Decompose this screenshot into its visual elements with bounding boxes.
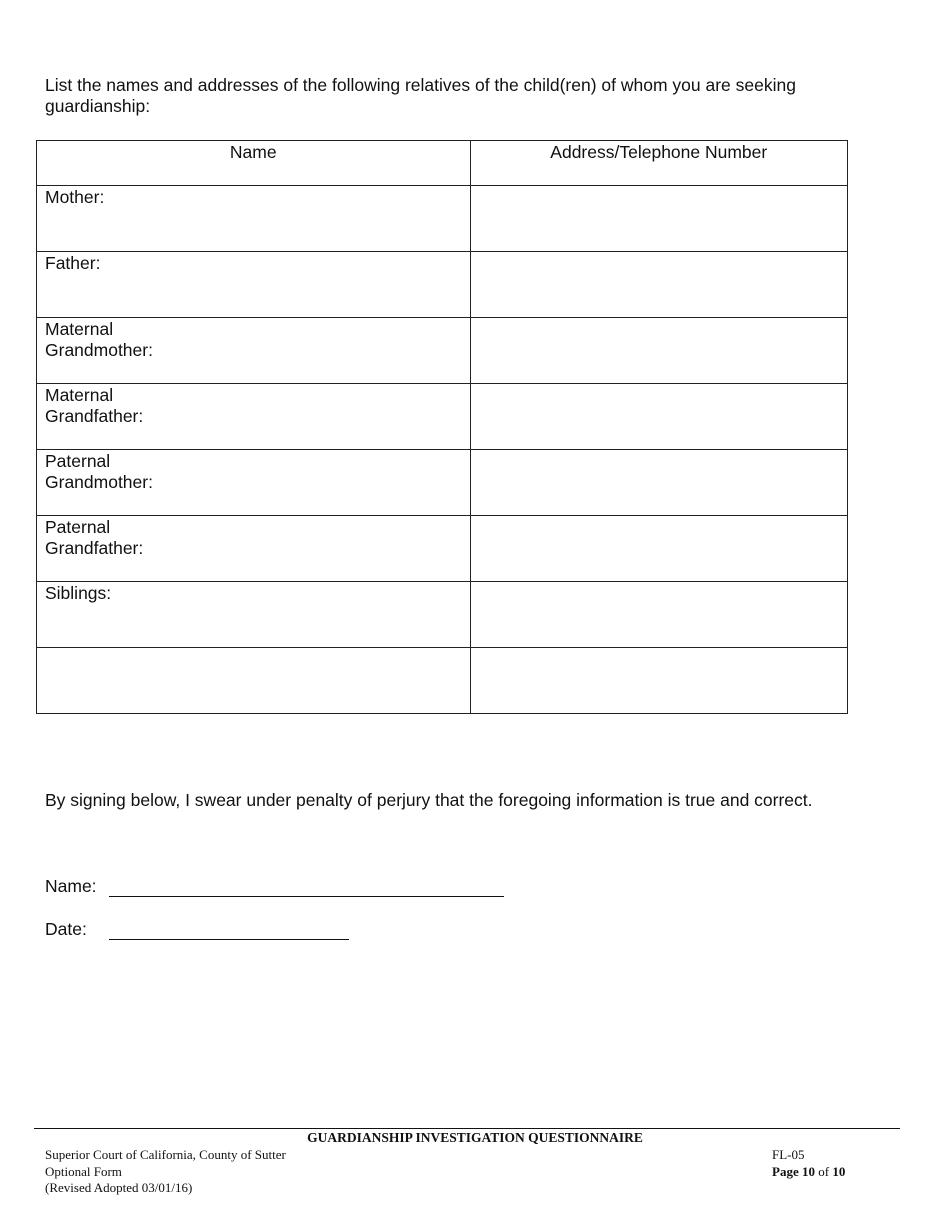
- address-cell-siblings[interactable]: [470, 582, 847, 648]
- name-label: Name:: [45, 876, 97, 896]
- address-column-header: Address/Telephone Number: [470, 141, 847, 186]
- relative-label-mother[interactable]: Mother:: [37, 186, 471, 252]
- page-current: 10: [801, 1163, 815, 1179]
- table-row: [37, 648, 848, 714]
- footer-left: [45, 1147, 286, 1197]
- page-of: of: [818, 1163, 830, 1179]
- page-indicator: [772, 1164, 845, 1181]
- table-row: [37, 450, 848, 516]
- address-cell-paternal-grandmother[interactable]: [470, 450, 847, 516]
- footer-right: [772, 1147, 845, 1180]
- relative-label-paternal-grandmother[interactable]: Paternal Grandmother:: [37, 450, 471, 516]
- name-column-header: Name: [37, 141, 471, 186]
- name-signature-row: [45, 876, 504, 897]
- table-row: [37, 384, 848, 450]
- form-number: FL-05: [772, 1147, 805, 1162]
- page-word: Page: [772, 1163, 799, 1179]
- table-row: [37, 318, 848, 384]
- form-title: GUARDIANSHIP INVESTIGATION QUESTIONNAIRE: [307, 1130, 643, 1145]
- table-row: [37, 516, 848, 582]
- address-cell-maternal-grandfather[interactable]: [470, 384, 847, 450]
- form-type: Optional Form: [45, 1163, 122, 1179]
- name-signature-line[interactable]: [109, 878, 504, 897]
- date-label: Date:: [45, 919, 87, 939]
- table-row: [37, 252, 848, 318]
- relative-label-extra[interactable]: [37, 648, 471, 714]
- perjury-declaration: By signing below, I swear under penalty of perjury that the foregoing information is true and correct.: [45, 790, 813, 810]
- table-header-row: [37, 141, 848, 186]
- intro-text: List the names and addresses of the following relatives of the child(ren) of whom you are seeking guardianship:: [45, 75, 796, 116]
- revision-date: (Revised Adopted 03/01/16): [45, 1180, 193, 1195]
- relative-label-maternal-grandfather[interactable]: Maternal Grandfather:: [37, 384, 471, 450]
- page-total: 10: [832, 1163, 846, 1179]
- relative-label-father[interactable]: Father:: [37, 252, 471, 318]
- relatives-table: [36, 140, 848, 714]
- address-cell-paternal-grandfather[interactable]: [470, 516, 847, 582]
- relative-label-siblings[interactable]: Siblings:: [37, 582, 471, 648]
- date-signature-line[interactable]: [109, 921, 349, 940]
- address-cell-mother[interactable]: [470, 186, 847, 252]
- relative-label-paternal-grandfather[interactable]: Paternal Grandfather:: [37, 516, 471, 582]
- table-row: [37, 186, 848, 252]
- address-cell-extra[interactable]: [470, 648, 847, 714]
- relative-label-maternal-grandmother[interactable]: Maternal Grandmother:: [37, 318, 471, 384]
- address-cell-father[interactable]: [470, 252, 847, 318]
- date-signature-row: [45, 919, 349, 940]
- footer-divider: [34, 1128, 900, 1129]
- address-cell-maternal-grandmother[interactable]: [470, 318, 847, 384]
- court-name: Superior Court of California, County of Sutter: [45, 1147, 286, 1162]
- table-row: [37, 582, 848, 648]
